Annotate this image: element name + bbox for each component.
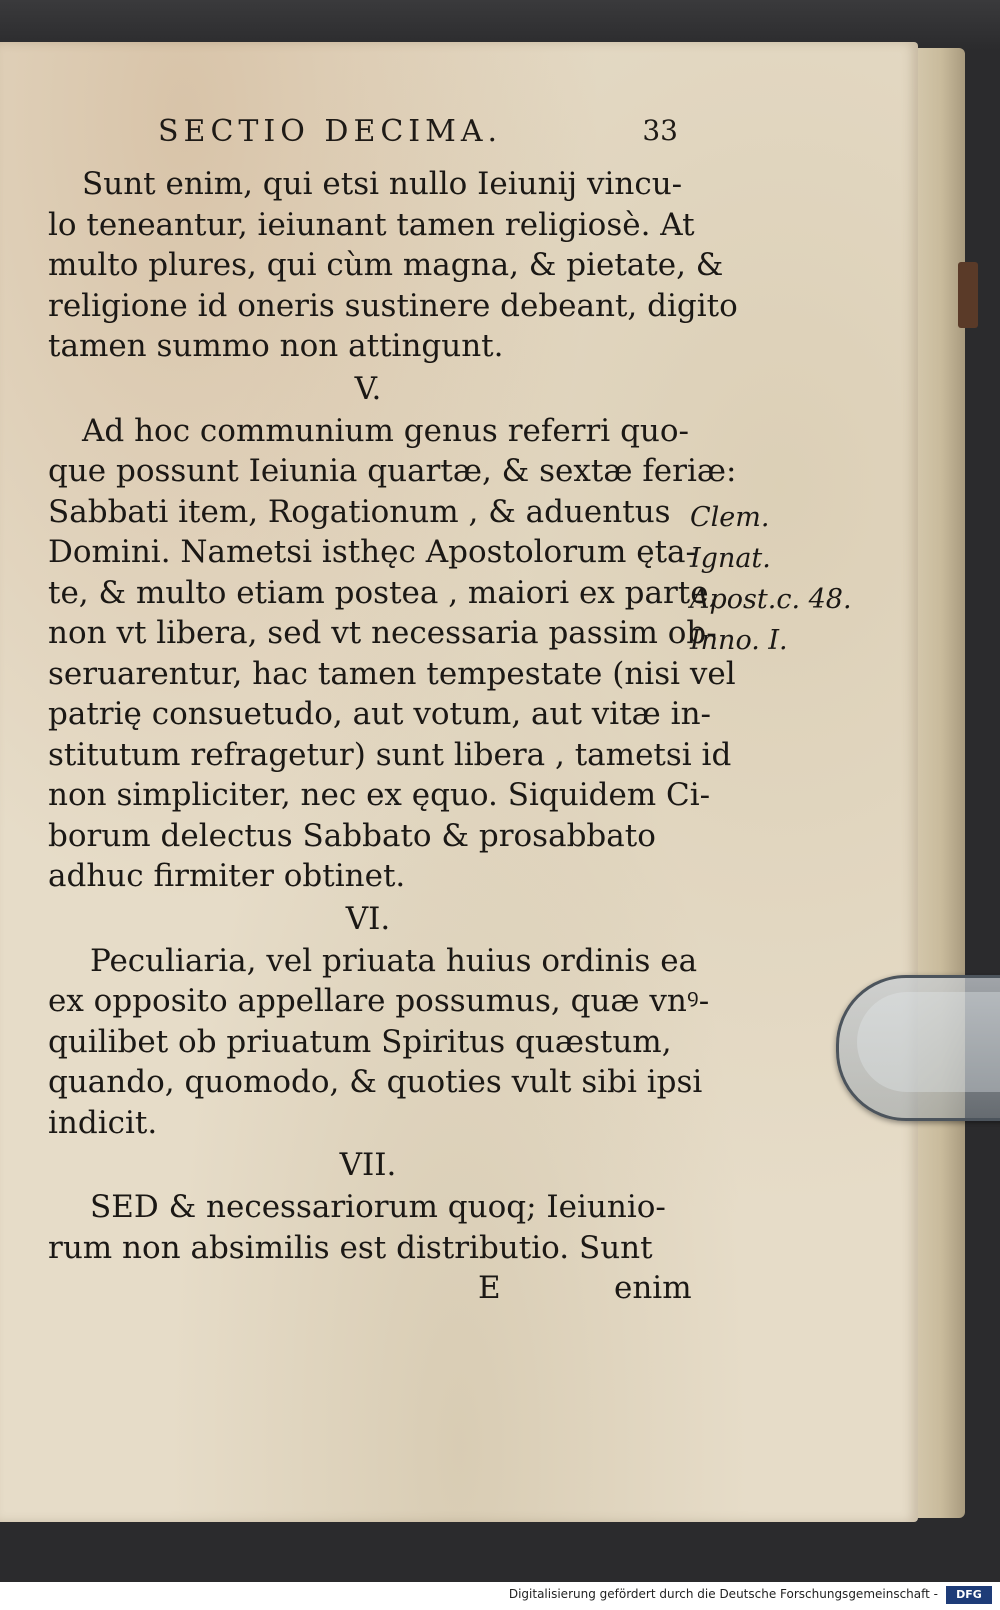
text-line: indicit. [48,1104,158,1141]
page-header [158,114,678,158]
text-line: lo teneantur, ieiunant tamen religiosè. At [48,206,695,243]
margin-note: Clem. [690,502,770,533]
margin-notes [690,497,890,661]
page-number: 33 [642,114,678,147]
text-line: non vt libera, sed vt necessaria passim ob- [48,615,717,651]
text-line: non simpliciter, nec ex ęquo. Siquidem Ci- [48,777,711,813]
text-line: Peculiaria, vel priuata huius ordinis ea [90,942,698,979]
text-line: seruarentur, hac tamen tempestate (nisi vel [48,655,736,692]
text-line: quando, quomodo, & quoties vult sibi ipsi [48,1064,703,1100]
text-line: Sunt enim, qui etsi nullo Ieiunij vincu- [82,166,683,202]
running-head: SECTIO DECIMA. [158,114,503,149]
text-line: que possunt Ieiunia quartæ, & sextæ feriæ: [48,453,737,489]
bookmark-tab [958,262,978,328]
text-line: Ad hoc communium genus referri quo- [82,412,690,449]
text-line: adhuc firmiter obtinet. [48,858,406,894]
section-number-vii: VII. [339,1147,397,1183]
section-number-vi: VI. [345,900,391,937]
signature-line [48,1268,692,1308]
text-line: religione id oneris sustinere debeant, digito [48,287,738,324]
text-line: SED & necessariorum quoq; Ieiunio- [90,1189,666,1225]
text-line: borum delectus Sabbato & prosabbato [48,817,656,854]
text-line: Domini. Nametsi isthęc Apostolorum ęta- [48,534,697,570]
text-line: rum non absimilis est distributio. Sunt [48,1229,653,1266]
text-line: te, & multo etiam postea , maiori ex parte, [48,574,719,611]
text-line: ex opposito appellare possumus, quæ vnꝰ- [48,983,710,1019]
text-line: Sabbati item, Rogationum , & aduentus [48,493,671,530]
margin-note: Apost.c. 48. [690,584,852,615]
funding-credit: Digitalisierung gefördert durch die Deutsche Forschungsgemeinschaft - [508,1587,938,1601]
signature-mark: E [478,1270,501,1306]
text-line: quilibet ob priuatum Spiritus quæstum, [48,1023,672,1060]
catchword: enim [614,1270,692,1306]
margin-note: Ignat. [690,543,771,574]
text-line: multo plures, qui cùm magna, & pietate, & [48,247,724,283]
text-line: tamen summo non attingunt. [48,328,504,364]
clip-highlight [857,992,1000,1092]
text-line: patrię consuetudo, aut votum, aut vitæ in- [48,696,712,732]
section-number-v: V. [354,370,382,407]
dfg-logo: DFG [946,1586,992,1604]
page-clip [836,975,1000,1121]
text-line: stitutum refragetur) sunt libera , tametsi id [48,736,732,773]
footer-bar [0,1582,1000,1610]
margin-note: Inno. I. [690,625,788,656]
